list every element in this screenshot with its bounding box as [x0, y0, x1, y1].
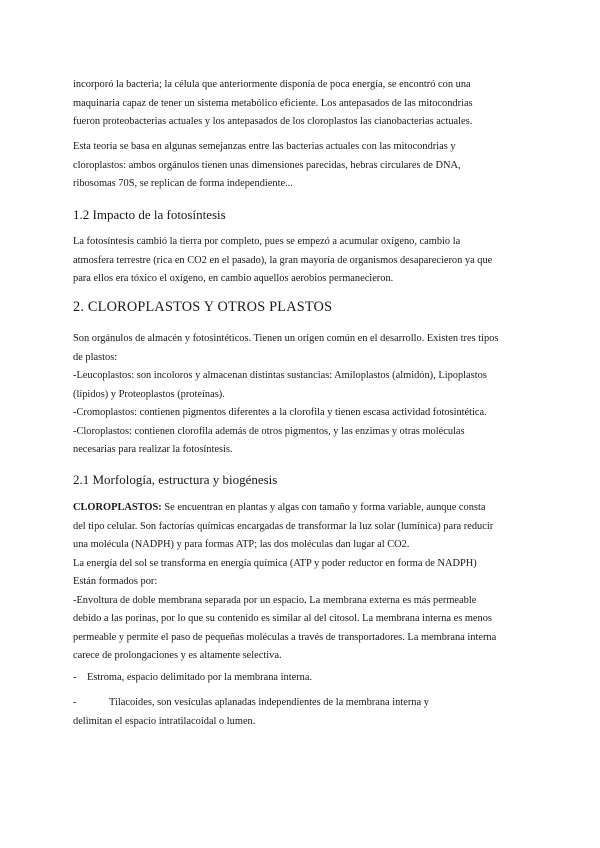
text-line: para ellos era tóxico el oxígeno, en cambio aquellos aerobios permanecieron. — [73, 273, 394, 284]
paragraph-endosymbiosis-continued — [73, 76, 533, 132]
text-line: ribosomas 70S, se replican de forma independiente... — [73, 178, 293, 189]
text-line: La fotosíntesis cambió la tierra por completo, pues se empezó a acumular oxígeno, cambio la — [73, 236, 461, 247]
list-item-text: Estroma, espacio delimitado por la membrana interna. — [87, 672, 313, 683]
paragraph-theory-basis — [73, 138, 533, 194]
text-line: (lípidos) y Proteoplastos (proteínas). — [73, 388, 225, 400]
text-line: atmosfera terrestre (rica en CO2 en el pasado), la gran mayoría de organismos desaparecieron ya que — [73, 254, 493, 266]
text-line: cloroplastos: ambos orgánulos tienen unas dimensiones parecidas, hebras circulares de DNA, — [73, 159, 461, 171]
text-line: La energía del sol se transforma en energía química (ATP y poder reductor en forma de NADPH) — [73, 557, 477, 569]
list-item-text: Tilacoides, son vesículas aplanadas independientes de la membrana interna y — [109, 697, 429, 708]
heading-photosynthesis-impact: 1.2 Impacto de la fotosíntesis — [73, 207, 226, 222]
paragraph-photosynthesis-impact — [73, 233, 533, 289]
text-line: Son orgánulos de almacén y fotosintéticos. Tienen un origen común en el desarrollo. Existen tres tipos — [73, 333, 499, 344]
text-segment: Se encuentran en plantas y algas con tamaño y forma variable, aunque consta — [161, 502, 486, 513]
heading-morphology: 2.1 Morfología, estructura y biogénesis — [73, 472, 278, 487]
paragraph-plastid-types — [73, 330, 533, 460]
text-line: incorporó la bacteria; la célula que anteriormente disponía de poca energía, se encontró con una — [73, 79, 471, 90]
text-line: carece de prolongaciones y es altamente selectiva. — [73, 650, 282, 661]
list-dash: - — [73, 672, 77, 683]
text-line: delimitan el espacio intratilacoidal o lumen. — [73, 715, 256, 727]
list-dash: - — [73, 697, 77, 708]
list-item-estroma — [73, 669, 543, 688]
text-line: -Cloroplastos: contienen clorofila además de otros pigmentos, y las enzimas y otras moléculas — [73, 425, 465, 437]
heading-chloroplasts-plastids: 2. CLOROPLASTOS Y OTROS PLASTOS — [73, 299, 333, 315]
text-line: del tipo celular. Son factorías químicas encargadas de transformar la luz solar (lumínica) para reducir — [73, 520, 494, 532]
text-line: -Cromoplastos: contienen pigmentos diferentes a la clorofila y tienen escasa actividad fotosintética. — [73, 407, 487, 418]
text-line: de plastos: — [73, 351, 118, 363]
text-line — [73, 499, 533, 518]
text-line: Esta teoría se basa en algunas semejanzas entre las bacterias actuales con las mitocondrias y — [73, 141, 456, 152]
list-item-tilacoides — [73, 694, 543, 731]
text-line: una molécula (NADPH) y para formas ATP; las dos moléculas dan lugar al CO2. — [73, 539, 410, 550]
text-line: Están formados por: — [73, 576, 158, 587]
text-line: -Envoltura de doble membrana separada por un espacio. La membrana externa es más permeable — [73, 594, 477, 606]
text-line: permeable y permite el paso de pequeñas moléculas a través de transportadores. La membrana interna — [73, 631, 497, 643]
text-line: maquinaria capaz de tener un sistema metabólico eficiente. Los antepasados de las mitocondrias — [73, 97, 473, 109]
chloroplasts-lead-term: CLOROPLASTOS: — [73, 502, 162, 513]
text-line: debido a las porinas, por lo que su contenido es similar al del citosol. La membrana interna es menos — [73, 613, 492, 624]
text-line: necesarias para realizar la fotosíntesis. — [73, 444, 233, 455]
paragraph-chloroplasts — [73, 499, 533, 666]
text-line — [73, 694, 543, 713]
text-line: fueron proteobacterias actuales y los antepasados de los cloroplastos las cianobacterias actuales. — [73, 116, 473, 127]
text-line: -Leucoplastos: son incoloros y almacenan distintas sustancias: Amiloplastos (almidón), Lipoplastos — [73, 370, 487, 381]
